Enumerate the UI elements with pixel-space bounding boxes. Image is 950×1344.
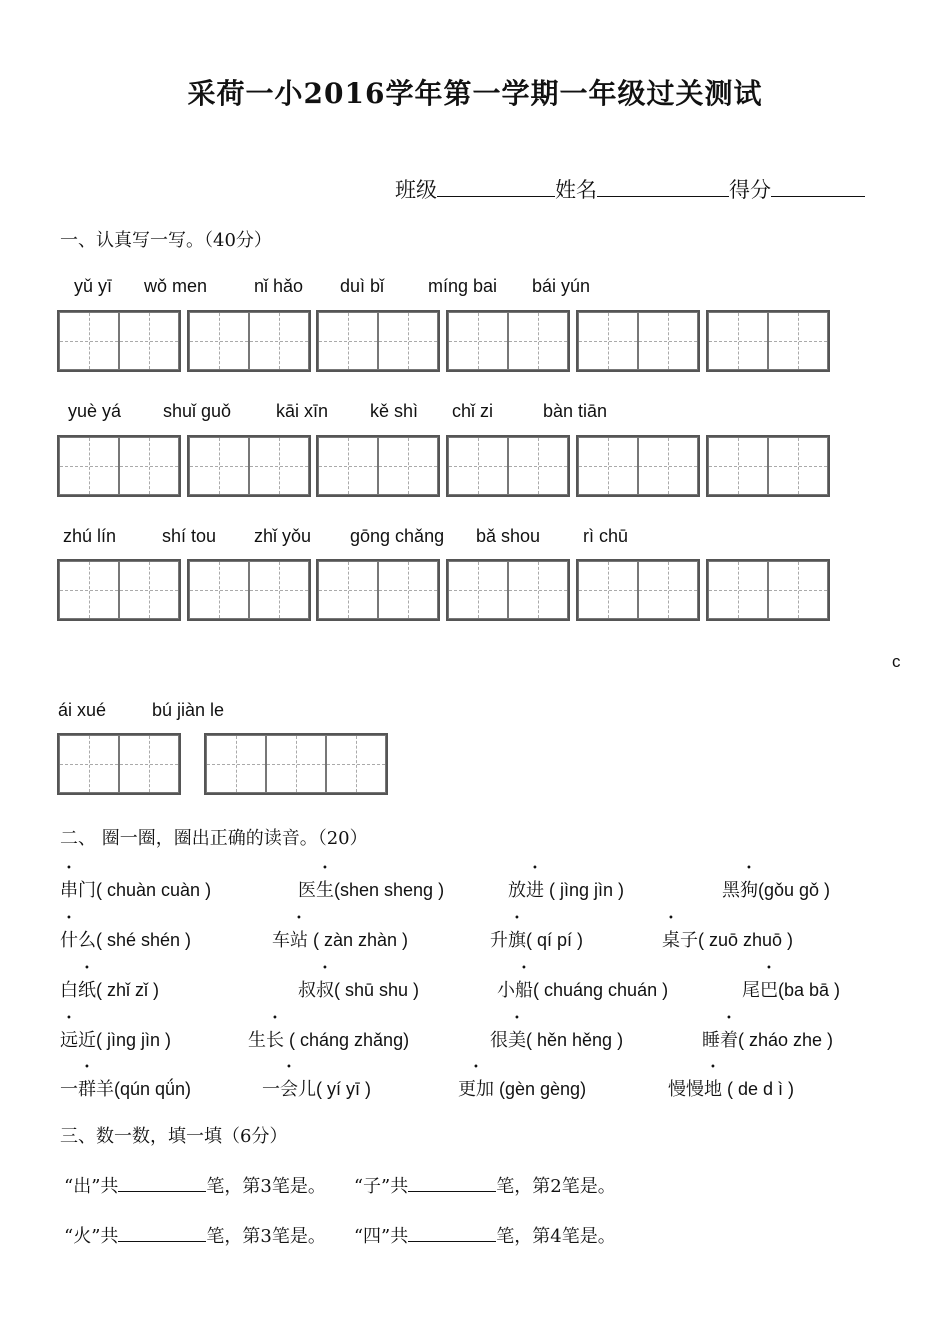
pinyin-label: nǐ hǎo: [254, 276, 304, 296]
dotted-character: 什: [60, 930, 78, 951]
pronunciation-item: [60, 876, 211, 902]
writing-cell[interactable]: [249, 437, 309, 495]
pinyin-label: wǒ men: [144, 276, 208, 296]
writing-cell[interactable]: [119, 312, 179, 370]
pronunciation-item: [272, 926, 408, 952]
dotted-character: 着: [720, 1030, 738, 1051]
writing-cell[interactable]: [578, 437, 638, 495]
writing-cell[interactable]: [448, 312, 508, 370]
pronunciation-item: [742, 976, 840, 1002]
pinyin-label: kě shì: [370, 401, 419, 421]
pinyin-options[interactable]: (shen sheng ): [334, 880, 445, 900]
word-character: 近: [78, 1030, 96, 1051]
stroke-count-blank[interactable]: [118, 1173, 206, 1192]
writing-box-pair[interactable]: [316, 559, 440, 621]
word-character: 白: [60, 980, 78, 1001]
stroke-prompt: 笔，第4笔是。: [496, 1226, 616, 1247]
writing-cell[interactable]: [59, 735, 119, 793]
writing-box-pair[interactable]: [187, 435, 311, 497]
word-character: 么: [78, 930, 96, 951]
dotted-character: 站: [290, 930, 308, 951]
word-character: 很: [490, 1030, 508, 1051]
writing-cell[interactable]: [189, 312, 249, 370]
name-blank[interactable]: [597, 174, 729, 197]
writing-box-pair[interactable]: [446, 435, 570, 497]
pronunciation-item: [490, 926, 583, 952]
word-character: 升: [490, 930, 508, 951]
pinyin-options[interactable]: ( jìng jìn ): [544, 880, 625, 900]
dotted-character: 长: [266, 1030, 284, 1051]
section-1-heading: 一、认真写一写。（40分）: [60, 230, 272, 251]
pinyin-label: bú jiàn le: [152, 700, 225, 720]
dotted-character: 串: [60, 880, 78, 901]
pinyin-options[interactable]: ( chuáng chuán ): [533, 980, 669, 1000]
pinyin-label: gōng chǎng: [350, 526, 445, 546]
writing-box-pair[interactable]: [706, 559, 830, 621]
writing-box-pair[interactable]: [446, 310, 570, 372]
pinyin-label: shuǐ guǒ: [163, 401, 232, 421]
pinyin-label: yuè yá: [68, 401, 122, 421]
dotted-character: 纸: [78, 980, 96, 1001]
pinyin-label: shí tou: [162, 526, 217, 546]
pinyin-options[interactable]: ( zàn zhàn ): [308, 930, 409, 950]
pinyin-options[interactable]: ( shū shu ): [334, 980, 420, 1000]
pronunciation-item: [60, 976, 159, 1002]
writing-cell[interactable]: [768, 561, 828, 619]
writing-cell[interactable]: [318, 437, 378, 495]
word-character: 儿: [298, 1079, 316, 1100]
pronunciation-item: [60, 1075, 191, 1101]
pinyin-options[interactable]: (qún qǘn): [114, 1079, 192, 1099]
dotted-character: 旗: [508, 930, 526, 951]
word-character: 车: [272, 930, 290, 951]
dotted-character: 生: [316, 880, 334, 901]
stroke-count-blank[interactable]: [408, 1173, 496, 1192]
pinyin-label: bái yún: [532, 276, 591, 296]
word-character: 加: [476, 1079, 494, 1100]
dotted-character: 会: [280, 1079, 298, 1100]
section-2-heading: 二、 圈一圈，圈出正确的读音。（20）: [60, 828, 368, 849]
writing-box-pair[interactable]: [706, 435, 830, 497]
word-character: 门: [78, 880, 96, 901]
writing-cell[interactable]: [378, 437, 438, 495]
stroke-prompt: “四”共: [353, 1226, 409, 1247]
stroke-count-blank[interactable]: [408, 1223, 496, 1242]
pinyin-label: kāi xīn: [276, 401, 329, 421]
pronunciation-item: [497, 976, 668, 1002]
dotted-character: 巴: [760, 980, 778, 1001]
writing-cell[interactable]: [206, 735, 266, 793]
writing-cell[interactable]: [59, 561, 119, 619]
stroke-prompt: “火”共: [64, 1226, 119, 1247]
writing-cell[interactable]: [708, 437, 768, 495]
pronunciation-item: [248, 1026, 409, 1052]
pinyin-options[interactable]: (ba bā ): [778, 980, 841, 1000]
pronunciation-item: [668, 1075, 794, 1101]
dotted-character: 桌: [662, 930, 680, 951]
writing-cell[interactable]: [708, 312, 768, 370]
word-character: 黑: [722, 880, 740, 901]
stroke-count-blank[interactable]: [118, 1223, 206, 1242]
dotted-character: 狗: [740, 880, 758, 901]
dotted-character: 群: [78, 1079, 96, 1100]
writing-box-pair[interactable]: [706, 310, 830, 372]
dotted-character: 船: [515, 980, 533, 1001]
writing-cell[interactable]: [59, 437, 119, 495]
word-character: 慢慢: [668, 1079, 704, 1100]
score-blank[interactable]: [771, 174, 865, 197]
pinyin-options[interactable]: ( qí pí ): [526, 930, 584, 950]
writing-box-pair[interactable]: [57, 310, 181, 372]
writing-cell[interactable]: [708, 561, 768, 619]
pinyin-label: zhú lín: [63, 526, 117, 546]
writing-box-pair[interactable]: [187, 559, 311, 621]
pronunciation-item: [662, 926, 793, 952]
writing-box-pair[interactable]: [576, 435, 700, 497]
stroke-prompt: 笔，第3笔是。: [206, 1226, 326, 1247]
pinyin-label: chǐ zi: [452, 401, 494, 421]
pinyin-options[interactable]: ( zháo zhe ): [738, 1030, 834, 1050]
pinyin-options[interactable]: (gǒu gǒ ): [758, 880, 831, 900]
dotted-character: 进: [526, 880, 544, 901]
writing-box-pair[interactable]: [316, 435, 440, 497]
stroke-count-line: [64, 1172, 616, 1198]
pronunciation-item: [458, 1075, 586, 1101]
student-info-line: [395, 174, 865, 204]
pinyin-options[interactable]: ( chuàn cuàn ): [96, 880, 212, 900]
pinyin-label: bàn tiān: [543, 401, 608, 421]
dotted-character: 远: [60, 1030, 78, 1051]
name-label: 姓名: [555, 178, 597, 202]
section-3-heading: 三、数一数，填一填（6分）: [60, 1126, 288, 1147]
writing-cell[interactable]: [578, 561, 638, 619]
writing-box-pair[interactable]: [57, 559, 181, 621]
pinyin-label: rì chū: [583, 526, 629, 546]
writing-cell[interactable]: [318, 561, 378, 619]
writing-box-pair[interactable]: [446, 559, 570, 621]
pinyin-options[interactable]: ( de d ì ): [722, 1079, 795, 1099]
pronunciation-item: [722, 876, 830, 902]
stroke-count-line: [64, 1222, 616, 1248]
writing-cell[interactable]: [249, 312, 309, 370]
writing-cell[interactable]: [119, 437, 179, 495]
writing-box-pair[interactable]: [576, 310, 700, 372]
writing-box-pair[interactable]: [57, 733, 181, 795]
writing-cell[interactable]: [508, 437, 568, 495]
word-character: 小: [497, 980, 515, 1001]
writing-cell[interactable]: [189, 561, 249, 619]
writing-cell[interactable]: [119, 561, 179, 619]
stroke-prompt: “子”共: [353, 1176, 409, 1197]
writing-cell[interactable]: [189, 437, 249, 495]
class-blank[interactable]: [437, 174, 555, 197]
writing-cell[interactable]: [249, 561, 309, 619]
dotted-character: 美: [508, 1030, 526, 1051]
score-label: 得分: [729, 178, 771, 202]
pinyin-options[interactable]: ( zuō zhuō ): [698, 930, 794, 950]
pinyin-options[interactable]: ( yí yī ): [316, 1079, 371, 1099]
pronunciation-item: [262, 1075, 371, 1101]
writing-cell[interactable]: [266, 735, 326, 793]
writing-cell[interactable]: [578, 312, 638, 370]
writing-cell[interactable]: [448, 561, 508, 619]
writing-cell[interactable]: [638, 312, 698, 370]
pinyin-options[interactable]: (gèn gèng): [494, 1079, 587, 1099]
pinyin-options[interactable]: ( cháng zhǎng): [284, 1030, 410, 1050]
writing-cell[interactable]: [448, 437, 508, 495]
pinyin-label: zhǐ yǒu: [254, 526, 312, 546]
pronunciation-item: [60, 1026, 171, 1052]
writing-box-triple[interactable]: [204, 733, 388, 795]
word-character: 睡: [702, 1030, 720, 1051]
pronunciation-item: [60, 926, 191, 952]
stroke-prompt: 笔，第2笔是。: [496, 1176, 616, 1197]
word-character: 子: [680, 930, 698, 951]
writing-box-pair[interactable]: [576, 559, 700, 621]
pronunciation-item: [702, 1026, 833, 1052]
writing-cell[interactable]: [768, 312, 828, 370]
writing-cell[interactable]: [508, 312, 568, 370]
word-character: 一: [262, 1079, 280, 1100]
pinyin-options[interactable]: ( zhǐ zǐ ): [96, 980, 159, 1000]
writing-cell[interactable]: [318, 312, 378, 370]
pinyin-label: yǔ yī: [74, 276, 113, 296]
word-character: 叔: [298, 980, 316, 1001]
word-character: 生: [248, 1030, 266, 1051]
word-character: 放: [508, 880, 526, 901]
stray-letter: c: [892, 652, 901, 671]
pinyin-options[interactable]: ( hěn hěng ): [526, 1030, 624, 1050]
pinyin-label: ái xué: [58, 700, 107, 720]
page-title: 采荷一小2016学年第一学期一年级过关测试: [187, 77, 763, 110]
stroke-prompt: 笔，第3笔是。: [206, 1176, 326, 1197]
writing-cell[interactable]: [59, 312, 119, 370]
writing-cell[interactable]: [326, 735, 386, 793]
stroke-prompt: “出”共: [64, 1176, 119, 1197]
word-character: 羊: [96, 1079, 114, 1100]
pinyin-label: bǎ shou: [476, 526, 541, 546]
writing-cell[interactable]: [508, 561, 568, 619]
dotted-character: 地: [704, 1079, 722, 1100]
pronunciation-item: [298, 876, 444, 902]
pronunciation-item: [490, 1026, 623, 1052]
writing-cell[interactable]: [768, 437, 828, 495]
pronunciation-item: [508, 876, 624, 902]
writing-cell[interactable]: [638, 561, 698, 619]
word-character: 一: [60, 1079, 78, 1100]
writing-cell[interactable]: [378, 312, 438, 370]
word-character: 更: [458, 1079, 476, 1100]
word-character: 医: [298, 880, 316, 901]
pronunciation-item: [298, 976, 419, 1002]
class-label: 班级: [395, 178, 437, 202]
writing-cell[interactable]: [378, 561, 438, 619]
writing-box-pair[interactable]: [187, 310, 311, 372]
word-character: 尾: [742, 980, 760, 1001]
writing-cell[interactable]: [638, 437, 698, 495]
pinyin-label: duì bǐ: [340, 276, 385, 296]
pinyin-options[interactable]: ( shé shén ): [96, 930, 192, 950]
writing-cell[interactable]: [119, 735, 179, 793]
writing-box-pair[interactable]: [316, 310, 440, 372]
writing-box-pair[interactable]: [57, 435, 181, 497]
pinyin-options[interactable]: ( jìng jìn ): [96, 1030, 172, 1050]
dotted-character: 叔: [316, 980, 334, 1001]
pinyin-label: míng bai: [428, 276, 498, 296]
